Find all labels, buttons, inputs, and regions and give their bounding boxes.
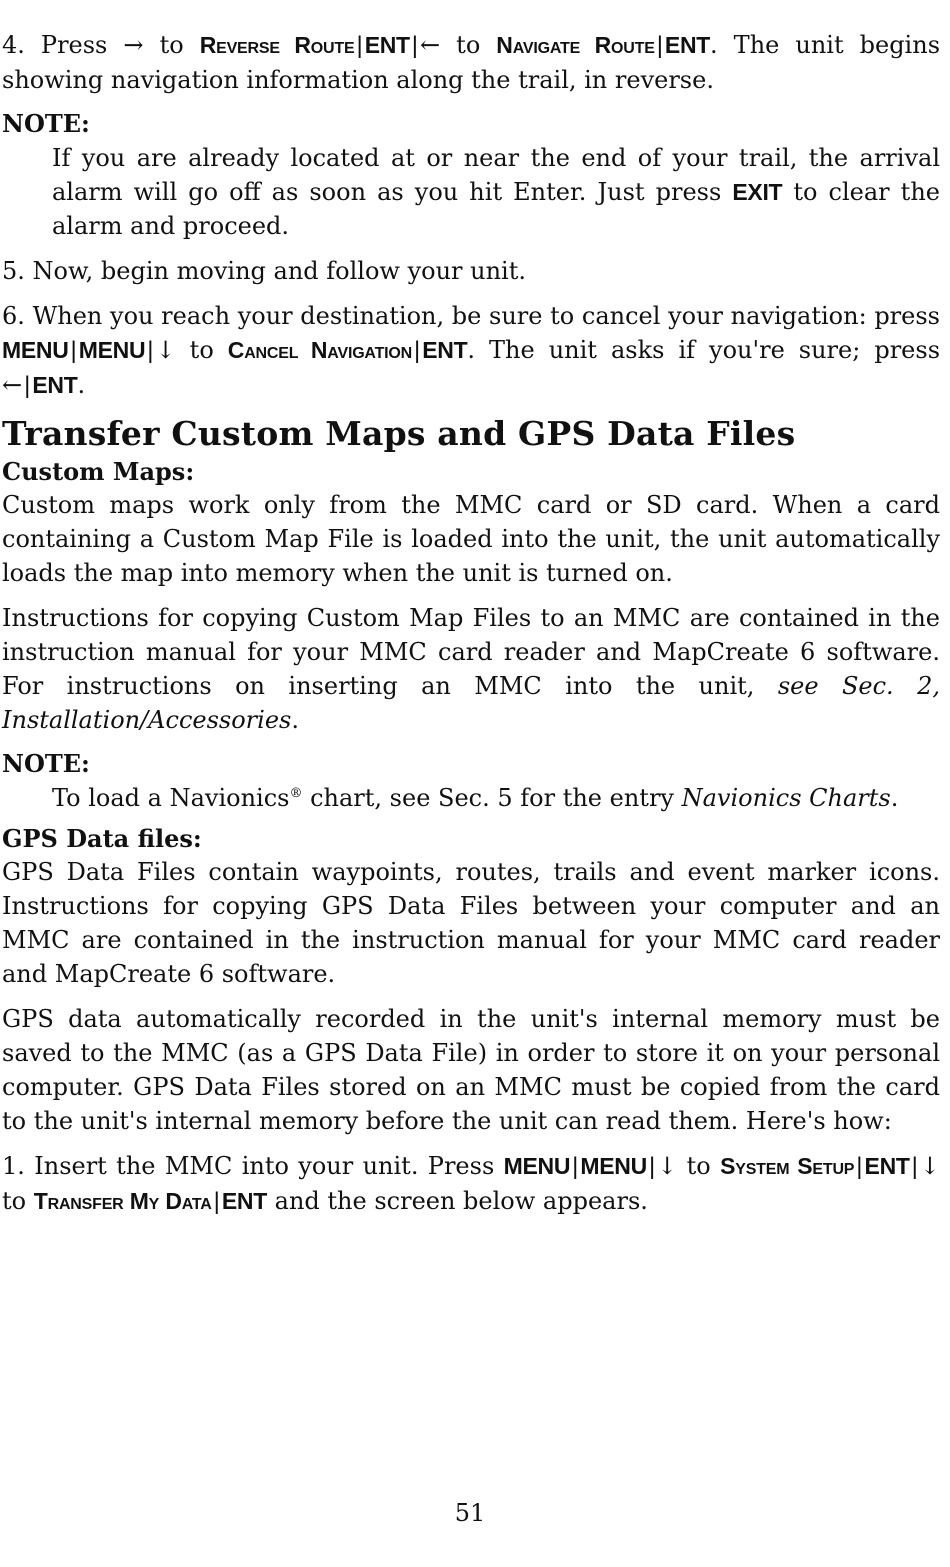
key-menu: MENU bbox=[78, 337, 146, 363]
key-navigate-route: Navigate Route bbox=[496, 32, 655, 58]
arrow-left-icon: ← bbox=[2, 371, 23, 399]
gps-data-heading: GPS Data files: bbox=[2, 824, 202, 853]
arrow-down-icon: ↓ bbox=[155, 336, 176, 364]
key-reverse-route: Reverse Route bbox=[199, 32, 355, 58]
note-label: NOTE: bbox=[2, 749, 90, 778]
arrow-down-icon: ↓ bbox=[919, 1152, 940, 1180]
key-system-setup: System Setup bbox=[720, 1153, 855, 1179]
key-ent: ENT bbox=[864, 1153, 910, 1179]
step-4-paragraph: 4. Press → to Reverse Route|ENT|← to Navigate Route|ENT. The unit begins showing navigation information along the trail, in reverse. bbox=[2, 31, 941, 94]
note-1-text: If you are already located at or near the end of your trail, the arrival alarm will go off as soon as you hit Enter. Just press EXIT to clear the alarm and proceed. bbox=[52, 144, 940, 240]
registered-mark: ® bbox=[289, 786, 303, 801]
key-ent: ENT bbox=[664, 32, 711, 58]
key-transfer-my-data: Transfer My Data bbox=[33, 1188, 212, 1214]
key-menu: MENU bbox=[2, 337, 69, 363]
key-exit: EXIT bbox=[732, 179, 783, 205]
key-ent: ENT bbox=[422, 337, 468, 363]
page-number: 51 bbox=[454, 1499, 486, 1527]
custom-maps-paragraph-1: Custom maps work only from the MMC card or SD card. When a card containing a Custom Map File is loaded into the unit, the unit automatically loads the map into memory when the unit is turned on. bbox=[2, 491, 940, 587]
gps-paragraph-1: GPS Data Files contain waypoints, routes, trails and event marker icons. Instructions for copying GPS Data Files between your computer and an MMC are contained in the instruction manual for your MMC card reader and MapCreate 6 software. bbox=[2, 858, 940, 988]
step-5-paragraph: 5. Now, begin moving and follow your unit. bbox=[2, 257, 527, 285]
note-2-text: To load a Navionics® chart, see Sec. 5 for the entry Navionics Charts. bbox=[52, 784, 899, 812]
step-6-paragraph: 6. When you reach your destination, be sure to cancel your navigation: press MENU|MENU|↓ to Cancel Navigation|ENT. The unit asks if you're sure; press ←|ENT. bbox=[2, 302, 941, 399]
cross-reference: Navionics Charts bbox=[681, 784, 891, 812]
manual-page bbox=[2, 28, 940, 1219]
key-ent: ENT bbox=[221, 1188, 267, 1214]
key-ent: ENT bbox=[32, 372, 78, 398]
arrow-down-icon: ↓ bbox=[657, 1152, 678, 1180]
gps-paragraph-2: GPS data automatically recorded in the unit's internal memory must be saved to the MMC (as a GPS Data File) in order to store it on your personal computer. GPS Data Files stored on an MMC must be copied from the card to the unit's internal memory before the unit can read them. Here's how: bbox=[2, 1005, 940, 1135]
step-1-paragraph: 1. Insert the MMC into your unit. Press MENU|MENU|↓ to System Setup|ENT|↓ to Transfer My Data|ENT and the screen below appears. bbox=[2, 1152, 940, 1215]
cross-reference: see Sec. 2, Installation/Accessories bbox=[2, 672, 940, 734]
arrow-left-icon: ← bbox=[420, 31, 441, 59]
key-menu: MENU bbox=[580, 1153, 647, 1179]
custom-maps-paragraph-2: Instructions for copying Custom Map Files to an MMC are contained in the instruction manual for your MMC card reader and MapCreate 6 software. For instructions on inserting an MMC into the unit, see Sec. 2, Installation/Accessories. bbox=[2, 604, 940, 734]
arrow-right-icon: → bbox=[123, 31, 144, 59]
custom-maps-heading: Custom Maps: bbox=[2, 457, 195, 486]
key-menu: MENU bbox=[503, 1153, 571, 1179]
section-title: Transfer Custom Maps and GPS Data Files bbox=[2, 414, 796, 453]
key-ent: ENT bbox=[364, 32, 410, 58]
note-label: NOTE: bbox=[2, 109, 90, 138]
key-cancel-navigation: Cancel Navigation bbox=[227, 337, 413, 363]
